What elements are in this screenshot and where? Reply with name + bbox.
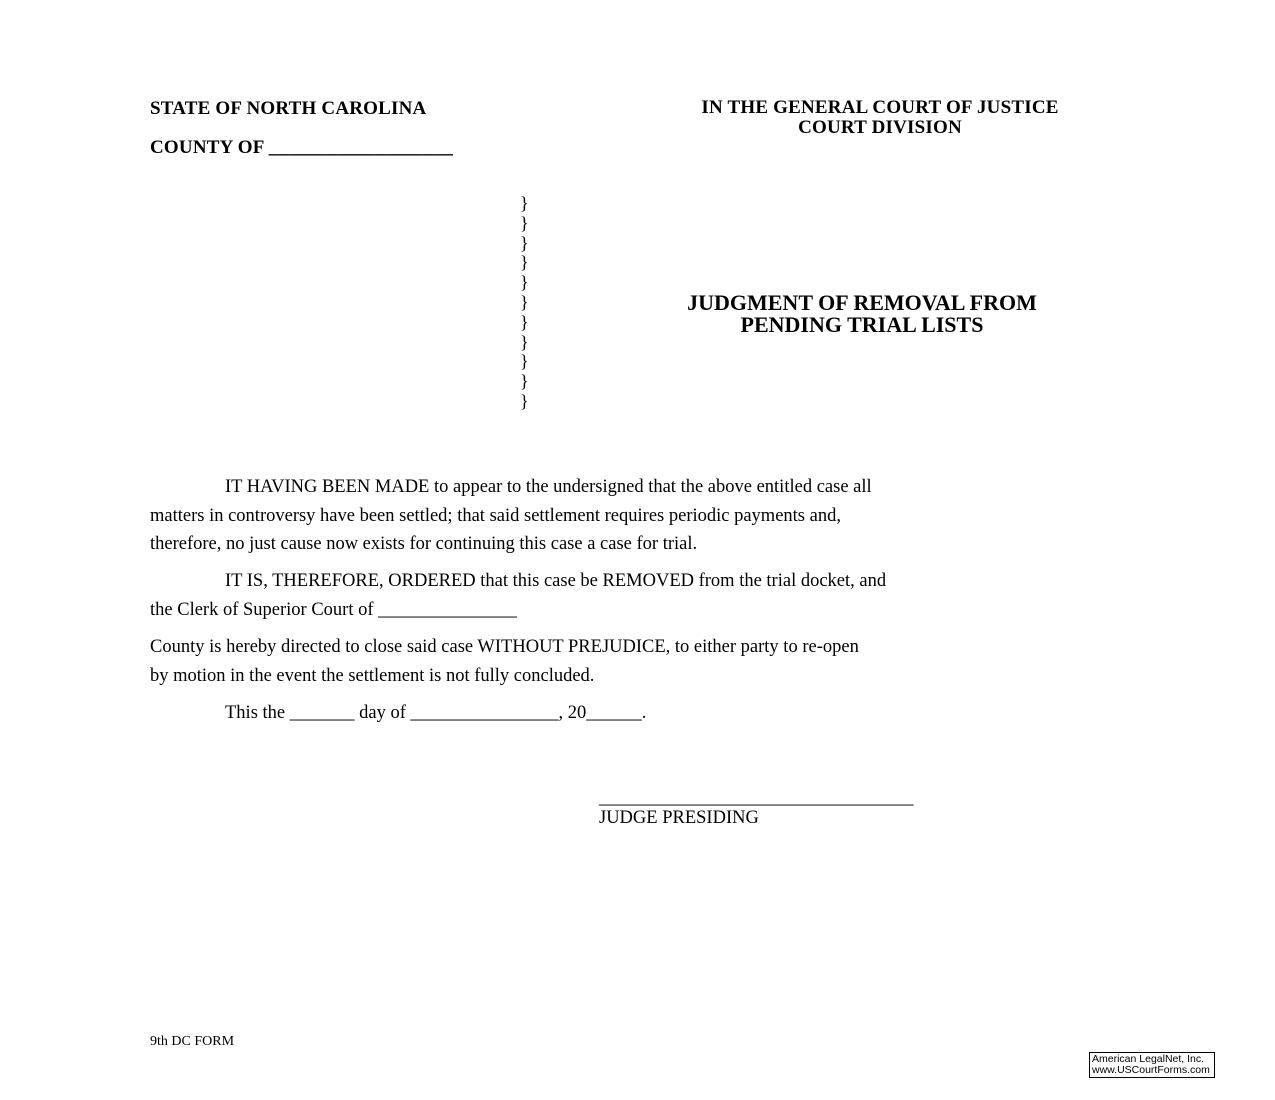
- stamp-line1: American LegalNet, Inc.: [1092, 1053, 1205, 1065]
- publisher-stamp: [1089, 1052, 1215, 1078]
- brace: }: [520, 390, 529, 411]
- brace: }: [520, 272, 529, 293]
- title-line1: JUDGMENT OF REMOVAL FROM: [687, 290, 1037, 315]
- paragraph-1-line-2: matters in controversy have been settled; that said settlement requires periodic payments and,: [150, 506, 841, 526]
- brace: }: [520, 331, 529, 352]
- brace: }: [520, 311, 529, 332]
- county-heading: COUNTY OF ___________________: [150, 137, 454, 158]
- brace: }: [520, 212, 529, 233]
- caption-braces: [520, 194, 529, 412]
- court-heading: [630, 98, 1130, 138]
- paragraph-1-line-3: therefore, no just cause now exists for continuing this case a case for trial.: [150, 534, 698, 554]
- title-line2: PENDING TRIAL LISTS: [740, 312, 984, 337]
- document-title: [612, 292, 1112, 336]
- paragraph-3-line-1: County is hereby directed to close said case WITHOUT PREJUDICE, to either party to re-open: [150, 637, 859, 657]
- form-identifier: 9th DC FORM: [150, 1034, 235, 1049]
- signature-line: __________________________________: [599, 788, 914, 808]
- paragraph-2-line-1: IT IS, THEREFORE, ORDERED that this case be REMOVED from the trial docket, and: [225, 571, 887, 591]
- state-heading: STATE OF NORTH CAROLINA: [150, 98, 427, 119]
- brace: }: [520, 351, 529, 372]
- brace: }: [520, 232, 529, 253]
- brace: }: [520, 371, 529, 392]
- paragraph-3-line-2: by motion in the event the settlement is not fully concluded.: [150, 666, 595, 686]
- brace: }: [520, 252, 529, 273]
- date-line: This the _______ day of ________________, 20______.: [225, 703, 647, 723]
- court-heading-line2: COURT DIVISION: [798, 117, 962, 138]
- court-heading-line1: IN THE GENERAL COURT OF JUSTICE: [701, 97, 1059, 118]
- paragraph-1-line-1: IT HAVING BEEN MADE to appear to the undersigned that the above entitled case all: [225, 477, 872, 497]
- paragraph-2-line-2: the Clerk of Superior Court of _______________: [150, 600, 517, 620]
- signature-label: JUDGE PRESIDING: [599, 808, 759, 828]
- stamp-line2: www.USCourtForms.com: [1092, 1064, 1210, 1076]
- brace: }: [520, 291, 529, 312]
- brace: }: [520, 193, 529, 213]
